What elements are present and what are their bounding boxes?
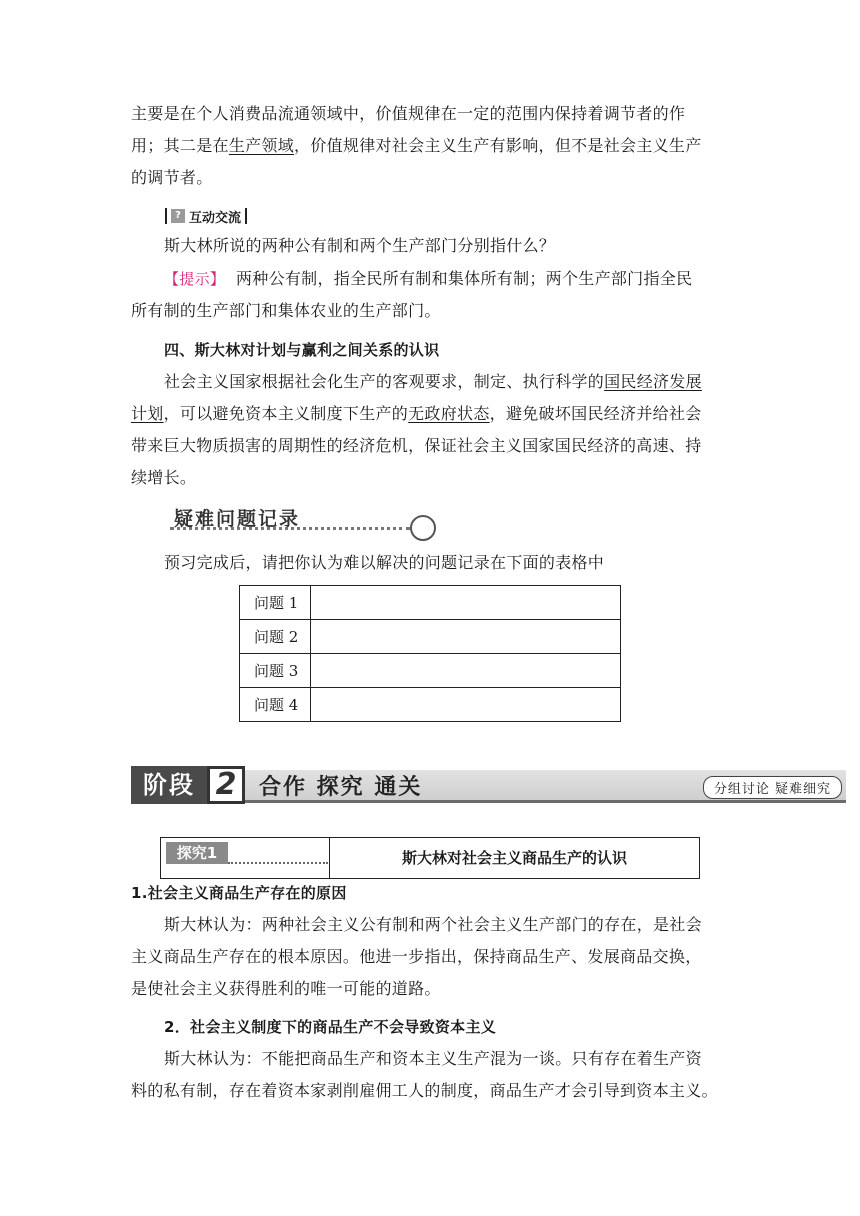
- stage-banner: [131, 766, 846, 804]
- explore-tag: 探究1: [166, 842, 228, 864]
- text-line: 带来巨大物质损害的周期性的经济危机，保证社会主义国家国民经济的高速、持: [131, 436, 702, 455]
- answer-cell[interactable]: [311, 620, 621, 654]
- text-line: 料的私有制，存在着资本家剥削雇佣工人的制度，商品生产才会引导到资本主义。: [131, 1081, 718, 1100]
- question-text: 斯大林所说的两种公有制和两个生产部门分别指什么？: [164, 236, 556, 255]
- stage-title: 合作 探究 通关: [259, 775, 423, 800]
- text-line: 的调节者。: [131, 168, 213, 187]
- hint-block: [131, 263, 731, 327]
- text-line: 是使社会主义获得胜利的唯一可能的道路。: [131, 979, 441, 998]
- text-line: 主要是在个人消费品流通领域中，价值规律在一定的范围内保持着调节者的作: [131, 104, 686, 123]
- dotted-line: [228, 862, 328, 864]
- interact-label: 互动交流: [189, 210, 242, 226]
- bar-right: [245, 208, 247, 224]
- stage-label: 阶段: [131, 766, 207, 804]
- difficult-questions-title: 疑难问题记录: [174, 508, 301, 530]
- explore-title: 斯大林对社会主义商品生产的认识: [401, 849, 627, 867]
- text-line: 续增长。: [131, 468, 197, 487]
- subsection-heading: 1.社会主义商品生产存在的原因: [131, 884, 347, 902]
- explore-box: [160, 837, 700, 879]
- underlined-term: 无政府状态: [408, 404, 490, 423]
- dotted-line: [170, 527, 410, 530]
- row-label: 问题 3: [240, 654, 311, 688]
- bar-left: [165, 208, 167, 224]
- text-line: 主义商品生产存在的根本原因。他进一步指出，保持商品生产、发展商品交换，: [131, 947, 702, 966]
- text-line: 斯大林认为：两种社会主义公有制和两个社会主义生产部门的存在，是社会: [164, 915, 702, 934]
- row-label: 问题 1: [240, 586, 311, 620]
- answer-cell[interactable]: [311, 654, 621, 688]
- circle-icon: [410, 515, 436, 541]
- hint-tag: 【提示】: [164, 270, 226, 288]
- row-label: 问题 2: [240, 620, 311, 654]
- table-row: [240, 586, 621, 620]
- table-row: [240, 688, 621, 722]
- section-4: [131, 334, 731, 494]
- text-line: 斯大林认为：不能把商品生产和资本主义生产混为一谈。只有存在着生产资: [164, 1049, 702, 1068]
- text-line: 用；其二是在生产领域，价值规律对社会主义生产有影响，但不是社会主义生产: [131, 136, 702, 155]
- subsection-heading: 2．社会主义制度下的商品生产不会导致资本主义: [164, 1018, 497, 1036]
- paragraph-value-law: [131, 98, 731, 194]
- difficult-instruction: 预习完成后，请把你认为难以解决的问题记录在下面的表格中: [164, 553, 605, 572]
- underlined-term: 国民经济发展: [604, 372, 702, 391]
- answer-cell[interactable]: [311, 586, 621, 620]
- table-row: [240, 620, 621, 654]
- table-row: [240, 654, 621, 688]
- question-icon: ?: [171, 209, 185, 223]
- row-label: 问题 4: [240, 688, 311, 722]
- question-record-table: [239, 585, 621, 722]
- explore-number: 1: [206, 844, 218, 862]
- underlined-term: 生产领域: [228, 136, 295, 155]
- subsection-1: [131, 877, 731, 1005]
- underlined-term: 计划: [131, 404, 164, 423]
- subsection-2: [131, 1011, 731, 1107]
- hint-line: 两种公有制，指全民所有制和集体所有制；两个生产部门指全民: [235, 269, 693, 288]
- section-heading: 四、斯大林对计划与赢利之间关系的认识: [164, 341, 440, 359]
- text-line: 计划，可以避免资本主义制度下生产的无政府状态，避免破坏国民经济并给社会: [131, 404, 702, 423]
- difficult-questions-header: [170, 502, 440, 540]
- stage-subtitle: 分组讨论 疑难细究: [703, 776, 842, 799]
- stage-number: 2: [207, 766, 245, 804]
- answer-cell[interactable]: [311, 688, 621, 722]
- interact-exchange-badge: [165, 205, 247, 227]
- hint-line: 所有制的生产部门和集体农业的生产部门。: [131, 301, 441, 320]
- text-line: 社会主义国家根据社会化生产的客观要求，制定、执行科学的国民经济发展: [164, 372, 702, 391]
